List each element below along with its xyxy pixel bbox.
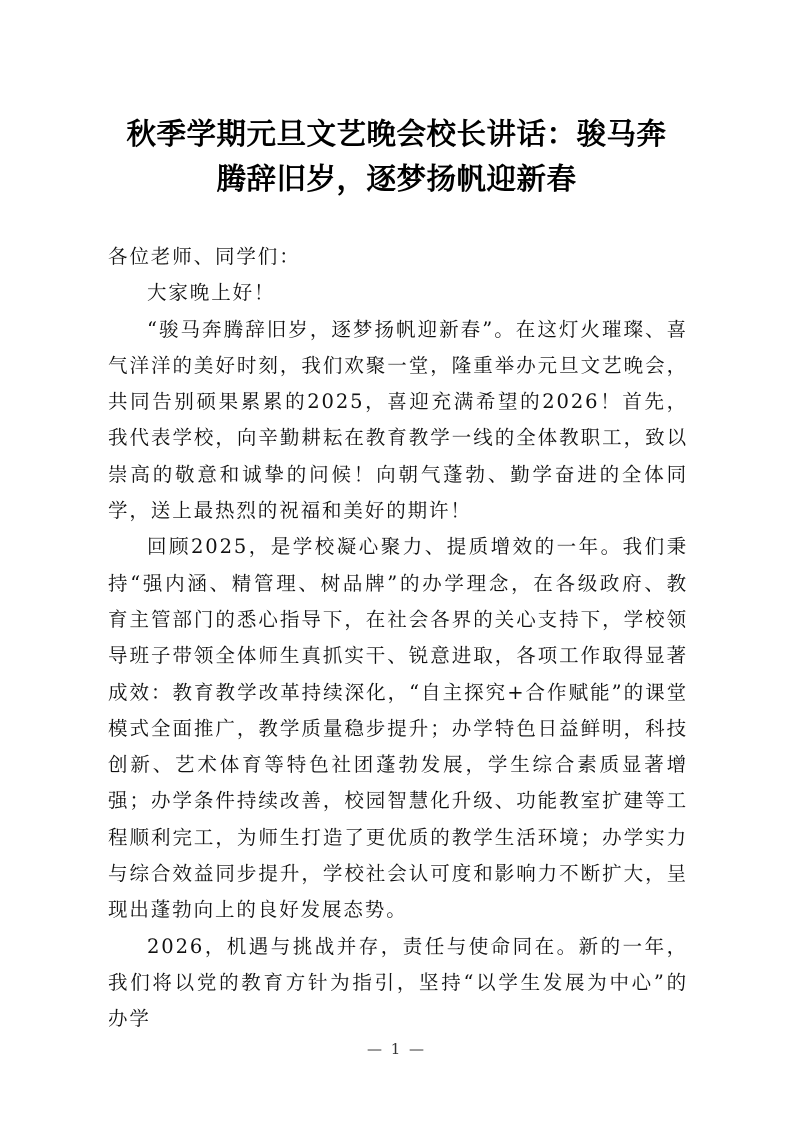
document-title bbox=[100, 111, 693, 201]
salutation: 各位老师、同学们： bbox=[108, 245, 301, 268]
page-number: — 1 — bbox=[366, 1040, 427, 1058]
paragraph-opening: “骏马奔腾辞旧岁，逐梦扬帆迎新春”。在这灯火璀璨、喜气洋洋的美好时刻，我们欢聚一堂，隆重举办元旦文艺晚会，共同告别硕果累累的2025，喜迎充满希望的2026！首先，我代表学校，向辛勤耕耘在教育教学一线的全体教职工，致以崇高的敬意和诚挚的问候！向朝气蓬勃、勤学奋进的全体同学，送上最热烈的祝福和美好的期许！ bbox=[108, 317, 688, 523]
document-body bbox=[108, 239, 688, 1038]
title-line-2: 腾辞旧岁，逐梦扬帆迎新春 bbox=[216, 161, 577, 196]
greeting: 大家晚上好！ bbox=[147, 281, 276, 305]
title-line-1: 秋季学期元旦文艺晚会校长讲话：骏马奔 bbox=[126, 116, 667, 151]
paragraph-review-2025: 回顾2025，是学校凝心聚力、提质增效的一年。我们秉持“强内涵、精管理、树品牌”的办学理念，在各级政府、教育主管部门的悉心指导下，在社会各界的关心支持下，学校领导班子带领全体师生真抓实干、锐意进取，各项工作取得显著成效：教育教学改革持续深化，“自主探究+合作赋能”的课堂模式全面推广，教学质量稳步提升；办学特色日益鲜明，科技创新、艺术体育等特色社团蓬勃发展，学生综合素质显著增强；办学条件持续改善，校园智慧化升级、功能教室扩建等工程顺利完工，为师生打造了更优质的教学生活环境；办学实力与综合效益同步提升，学校社会认可度和影响力不断扩大，呈现出蓬勃向上的良好发展态势。 bbox=[108, 535, 688, 922]
paragraph-outlook-2026: 2026，机遇与挑战并存，责任与使命同在。新的一年，我们将以党的教育方针为指引，坚持“以学生发展为中心”的办学 bbox=[108, 934, 688, 1031]
